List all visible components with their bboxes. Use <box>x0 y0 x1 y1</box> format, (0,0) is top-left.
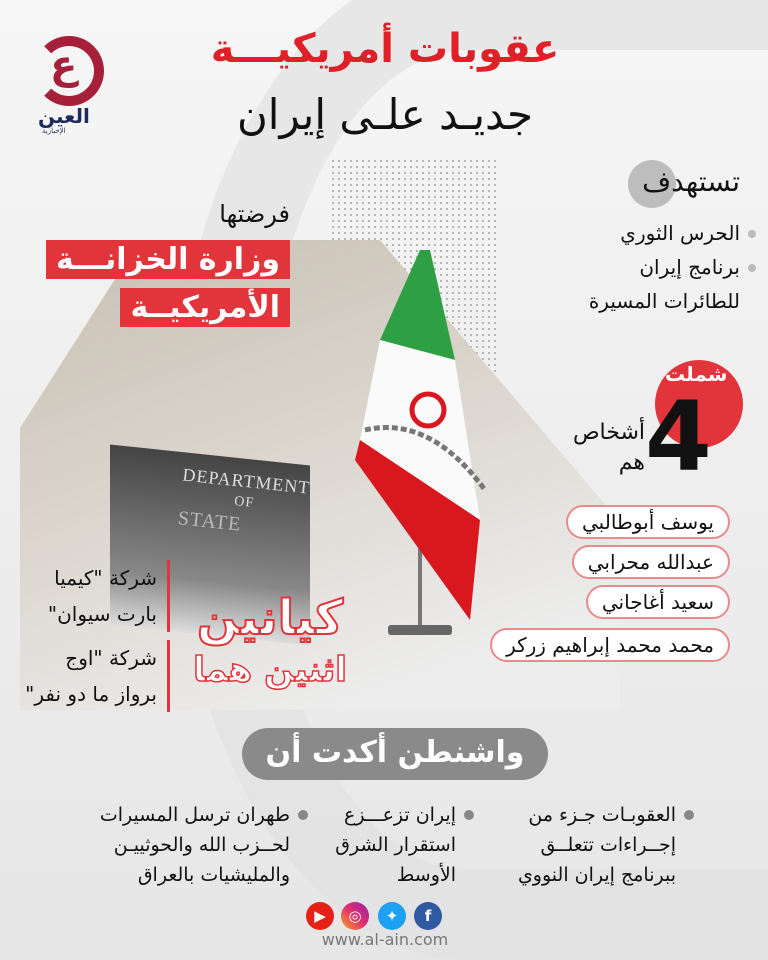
sign-line2: OF <box>233 494 255 512</box>
sign-line1: DEPARTMENT <box>181 464 312 498</box>
al-ain-logo-mark: ع <box>50 42 78 88</box>
sign-line3: STATE <box>176 507 243 536</box>
flag-base <box>388 625 452 635</box>
person-name: يوسف أبوطالبي <box>566 505 730 539</box>
entity-item: شركة "اوج برواز ما دو نفر" <box>20 640 170 712</box>
treasury-label-line1: وزارة الخزانـــة <box>46 240 290 279</box>
iran-flag-icon <box>350 240 490 620</box>
entity-item: شركة "كيميا بارت سيوان" <box>20 560 170 632</box>
washington-title: واشنطن أكدت أن <box>242 728 548 780</box>
point-text: طهران ترسل المسيرات لحــزب الله والحوثييـن والمليشيات بالعراق <box>99 804 290 886</box>
washington-point <box>326 800 456 890</box>
headline-line1: عقوبات أمريكيـــة <box>210 26 560 72</box>
persons-unit: أشخاص <box>572 420 645 445</box>
person-name: عبدالله محرابي <box>572 545 730 579</box>
target-item: الحرس الثوري <box>560 216 740 250</box>
instagram-icon[interactable]: ◎ <box>341 902 369 930</box>
point-text: العقوبـات جـزء من إجــراءات تتعلــق ببرنامج إيران النووي <box>517 804 676 886</box>
entities-title: كيانين <box>196 590 344 646</box>
al-ain-logo-name: العين <box>38 104 90 128</box>
entities-subtitle: اثنين هما <box>193 650 347 690</box>
targets-section <box>560 165 740 318</box>
included-label: شملت <box>665 362 728 386</box>
person-name: محمد محمد إبراهيم زركر <box>490 628 730 662</box>
al-ain-logo-sub: الإخبارية <box>42 127 66 135</box>
target-item: برنامج إيران للطائرات المسيرة <box>560 250 740 318</box>
persons-count: 4 <box>645 381 712 493</box>
treasury-label-line2: الأمريكيــة <box>120 288 290 327</box>
persons-them: هم <box>618 450 645 475</box>
department-sign-text <box>177 463 311 542</box>
website-link[interactable]: www.al-ain.com <box>321 930 449 949</box>
facebook-icon[interactable]: f <box>414 902 442 930</box>
youtube-icon[interactable]: ▶ <box>306 902 334 930</box>
twitter-icon[interactable]: ✦ <box>378 902 406 930</box>
washington-point <box>70 800 290 890</box>
headline-line2: جديـد علـى إيران <box>236 90 534 139</box>
targets-title: تستهدف <box>642 165 740 198</box>
point-text: إيران تزعـــزع استقرار الشرق الأوسط <box>335 804 456 886</box>
person-name: سعيد أغاجاني <box>586 585 730 619</box>
washington-point <box>486 800 676 890</box>
imposed-by-label: فرضتها <box>219 200 290 228</box>
